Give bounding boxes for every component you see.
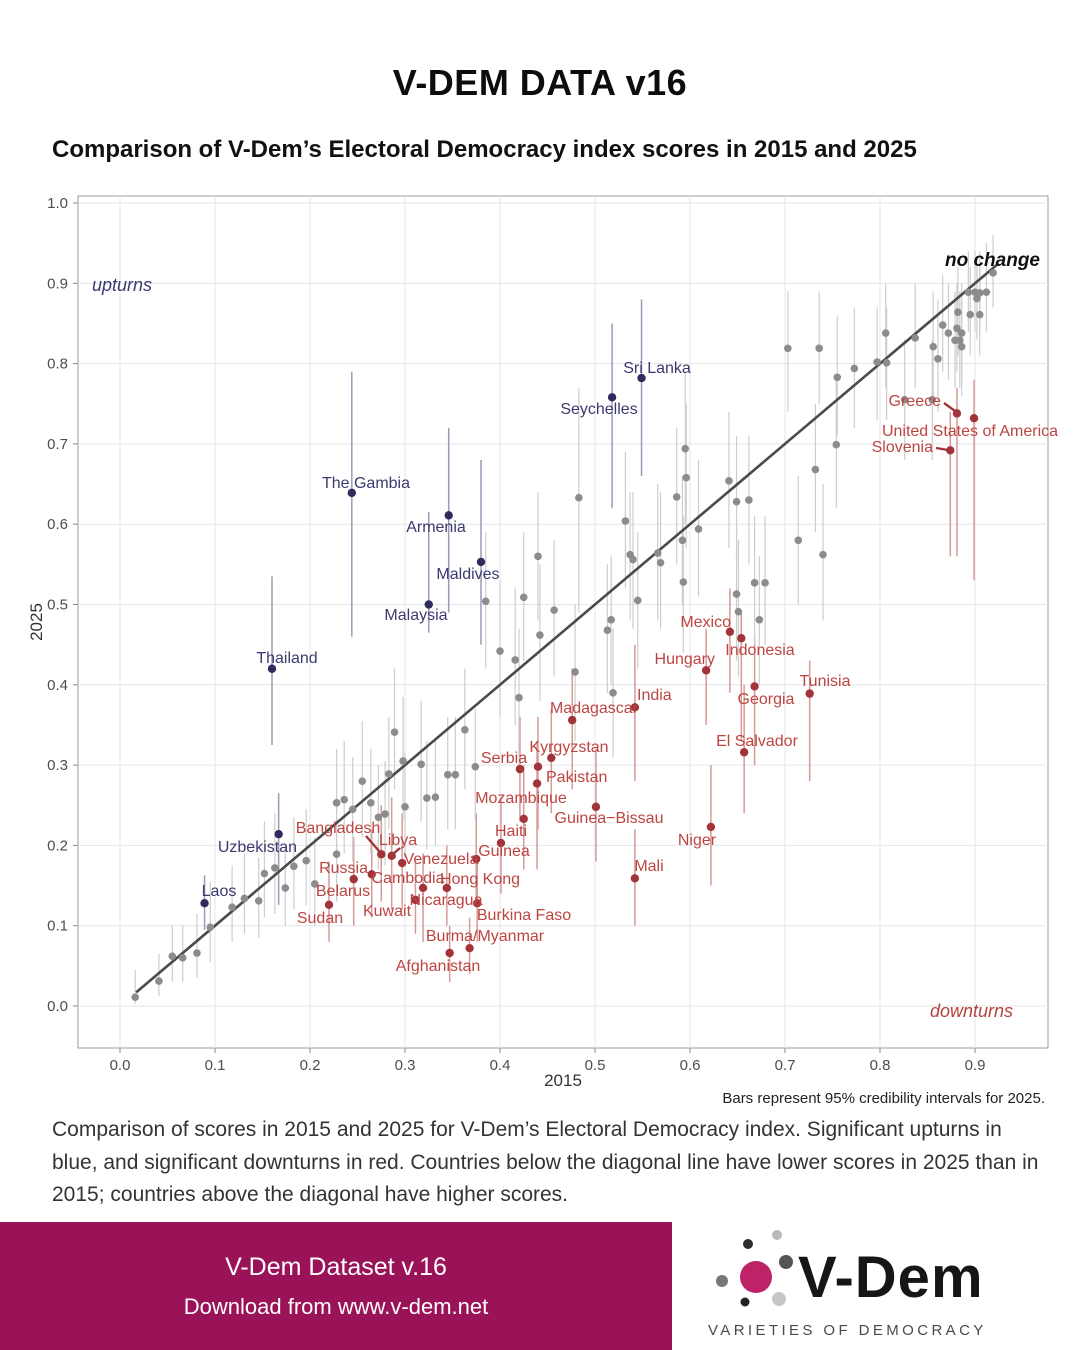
x-axis-title: 2015 xyxy=(544,1071,582,1090)
vdem-logo-dots-icon xyxy=(716,1230,793,1307)
data-point-unlabeled xyxy=(417,760,425,768)
data-point-unlabeled xyxy=(976,289,984,297)
data-point-unlabeled xyxy=(607,616,615,624)
no-change-annotation: no change xyxy=(944,250,1040,271)
vdem-logo xyxy=(690,1215,1070,1350)
data-point-unlabeled xyxy=(444,771,452,779)
identity-line xyxy=(136,265,997,993)
data-point-unlabeled xyxy=(976,311,984,319)
data-point-unlabeled xyxy=(575,494,583,502)
y-tick-label: 0.4 xyxy=(47,676,68,694)
data-point-unlabeled xyxy=(958,343,966,351)
y-tick-label: 0.3 xyxy=(47,757,68,775)
data-point-uzbekistan xyxy=(274,830,282,838)
data-point-unlabeled xyxy=(634,597,642,605)
data-point-unlabeled xyxy=(472,763,480,771)
y-axis-title: 2025 xyxy=(27,603,46,641)
logo-dot xyxy=(779,1255,793,1269)
data-point-unlabeled xyxy=(496,647,504,655)
data-point-unlabeled xyxy=(681,445,689,453)
data-point-mozambique xyxy=(533,779,541,787)
country-label: Malaysia xyxy=(384,607,448,624)
country-label: Greece xyxy=(888,393,941,410)
data-point-afghanistan xyxy=(445,949,453,957)
data-point-unlabeled xyxy=(534,553,542,561)
data-point-unlabeled xyxy=(939,321,947,329)
data-point-unlabeled xyxy=(179,954,187,962)
y-tick-label: 0.5 xyxy=(47,596,68,614)
data-point-unlabeled xyxy=(515,694,523,702)
country-label: Guinea−Bissau xyxy=(554,810,664,827)
country-label: Seychelles xyxy=(560,401,638,418)
data-point-unlabeled xyxy=(367,799,375,807)
vdem-logo-tagline: VARIETIES OF DEMOCRACY xyxy=(708,1322,987,1339)
country-label: Armenia xyxy=(406,519,466,536)
data-point-unlabeled xyxy=(966,311,974,319)
data-point-unlabeled xyxy=(819,551,827,559)
country-label: Madagascar xyxy=(549,700,639,717)
data-point-unlabeled xyxy=(536,631,544,639)
data-point-unlabeled xyxy=(381,810,389,818)
y-tick-label: 0.6 xyxy=(47,516,68,534)
data-point-unlabeled xyxy=(682,474,690,482)
country-label: Tunisia xyxy=(799,673,851,690)
y-tick-label: 0.2 xyxy=(47,837,68,855)
data-point-unlabeled xyxy=(934,355,942,363)
country-label: Georgia xyxy=(737,691,795,708)
data-point-unlabeled xyxy=(511,656,519,664)
data-point-unlabeled xyxy=(452,771,460,779)
country-label: Uzbekistan xyxy=(217,839,297,856)
data-point-unlabeled xyxy=(795,536,803,544)
country-label: Pakistan xyxy=(546,769,608,786)
chart-description: Comparison of scores in 2015 and 2025 for V-Dem’s Electoral Democracy index. Significant upturns in blue, and significant downturns in red. Countries below the diagonal line have lower scores in 2025 than in 2015; countries above the diagonal have higher scores. xyxy=(52,1118,1039,1207)
data-point-unlabeled xyxy=(241,895,249,903)
chart-title: Comparison of V-Dem’s Electoral Democracy index scores in 2015 and 2025 xyxy=(52,136,917,163)
data-point-tunisia xyxy=(806,689,814,697)
data-point-unlabeled xyxy=(873,358,881,366)
data-point-unlabeled xyxy=(131,993,139,1001)
data-point-unlabeled xyxy=(629,556,637,564)
y-tick-label: 0.9 xyxy=(47,275,68,293)
data-point-unlabeled xyxy=(733,498,741,506)
data-point-unlabeled xyxy=(333,850,341,858)
data-point-unlabeled xyxy=(657,559,665,567)
data-point-sudan xyxy=(325,901,333,909)
data-point-unlabeled xyxy=(911,334,919,342)
y-tick-label: 0.7 xyxy=(47,435,68,453)
data-point-laos xyxy=(200,899,208,907)
downturns-annotation: downturns xyxy=(929,1001,1013,1021)
data-point-niger xyxy=(707,823,715,831)
data-point-unlabeled xyxy=(333,799,341,807)
x-tick-label: 0.1 xyxy=(204,1057,226,1074)
data-point-unlabeled xyxy=(423,794,431,802)
country-label: Kuwait xyxy=(362,903,412,920)
data-point-unlabeled xyxy=(733,590,741,598)
country-label: Mozambique xyxy=(475,790,567,807)
country-label: Slovenia xyxy=(871,439,933,456)
country-label: Hungary xyxy=(654,651,715,668)
data-point-unlabeled xyxy=(815,345,823,353)
data-point-unlabeled xyxy=(282,884,290,892)
data-point-unlabeled xyxy=(340,796,348,804)
data-point-unlabeled xyxy=(391,728,399,736)
data-point-unlabeled xyxy=(882,329,890,337)
data-point-unlabeled xyxy=(193,949,201,957)
country-label: Laos xyxy=(201,883,237,900)
data-point-unlabeled xyxy=(168,952,176,960)
data-point-unlabeled xyxy=(695,525,703,533)
data-point-unlabeled xyxy=(432,793,440,801)
x-tick-label: 0.6 xyxy=(679,1057,701,1074)
country-label: Niger xyxy=(677,832,717,849)
country-label: Burkina Faso xyxy=(476,907,572,924)
data-point-unlabeled xyxy=(725,477,733,485)
y-tick-label: 0.8 xyxy=(47,355,68,373)
data-point-unlabeled xyxy=(851,365,859,373)
download-link[interactable]: Download from www.v-dem.net xyxy=(183,1293,489,1319)
logo-dot xyxy=(740,1261,772,1293)
country-label: Russia xyxy=(319,860,368,877)
country-label: El Salvador xyxy=(716,733,798,750)
country-label: Indonesia xyxy=(725,642,795,659)
data-point-pakistan xyxy=(534,763,542,771)
country-label: Nicaragua xyxy=(409,892,483,909)
country-label: Sri Lanka xyxy=(623,360,691,377)
data-point-haiti xyxy=(520,815,528,823)
y-tick-label: 1.0 xyxy=(47,195,68,212)
country-label: Venezuela xyxy=(403,851,479,868)
data-point-unlabeled xyxy=(520,593,528,601)
data-point-unlabeled xyxy=(302,857,310,865)
data-point-unlabeled xyxy=(679,536,687,544)
data-point-unlabeled xyxy=(261,870,269,878)
data-point-madagascar xyxy=(568,716,576,724)
x-tick-label: 0.0 xyxy=(109,1057,131,1074)
data-point-unlabeled xyxy=(833,441,841,449)
logo-dot xyxy=(741,1298,750,1307)
data-point-unlabeled xyxy=(735,608,743,616)
country-label: Serbia xyxy=(480,750,528,767)
data-point-unlabeled xyxy=(349,805,357,813)
data-point-unlabeled xyxy=(983,288,991,296)
country-label: Afghanistan xyxy=(395,958,481,975)
x-tick-label: 0.5 xyxy=(584,1057,606,1074)
country-label: Maldives xyxy=(436,566,500,583)
data-point-unlabeled xyxy=(883,359,891,367)
country-label: Burma/Myanmar xyxy=(425,928,545,945)
data-point-unlabeled xyxy=(954,308,962,316)
logo-dot xyxy=(772,1292,786,1306)
country-label: Kyrgyzstan xyxy=(529,739,609,756)
country-label: Mexico xyxy=(680,614,731,631)
data-point-unlabeled xyxy=(784,345,792,353)
logo-dot xyxy=(743,1239,753,1249)
data-point-unlabeled xyxy=(228,903,236,911)
data-point-unlabeled xyxy=(609,689,617,697)
country-label: Bangladesh xyxy=(295,820,381,837)
data-point-unlabeled xyxy=(958,329,966,337)
data-point-unlabeled xyxy=(622,517,630,525)
data-point-maldives xyxy=(477,558,485,566)
data-point-unlabeled xyxy=(255,897,263,905)
data-point-unlabeled xyxy=(833,373,841,381)
country-label: Guinea xyxy=(478,843,530,860)
data-point-burma-myanmar xyxy=(465,944,473,952)
data-point-unlabeled xyxy=(271,864,279,872)
data-point-unlabeled xyxy=(206,924,214,932)
data-point-unlabeled xyxy=(812,466,820,474)
data-point-unlabeled xyxy=(680,578,688,586)
vdem-logo-wordmark: V-Dem xyxy=(798,1245,984,1310)
data-point-unlabeled xyxy=(673,493,681,501)
logo-dot xyxy=(772,1230,782,1240)
data-point-unlabeled xyxy=(929,343,937,351)
chart-caption: Bars represent 95% credibility intervals for 2025. xyxy=(722,1090,1045,1107)
x-tick-label: 0.7 xyxy=(774,1057,796,1074)
country-label: The Gambia xyxy=(321,475,411,492)
x-tick-label: 0.3 xyxy=(394,1057,416,1074)
data-point-unlabeled xyxy=(399,757,407,765)
country-label: Cambodia xyxy=(371,870,445,887)
data-point-unlabeled xyxy=(461,726,469,734)
data-point-unlabeled xyxy=(956,337,964,345)
data-point-unlabeled xyxy=(756,616,764,624)
data-point-unlabeled xyxy=(745,496,753,504)
country-label: Belarus xyxy=(315,883,371,900)
data-point-unlabeled xyxy=(571,668,579,676)
page-title: V-DEM DATA v16 xyxy=(392,62,688,103)
x-tick-label: 0.4 xyxy=(489,1057,511,1074)
data-point-unlabeled xyxy=(385,770,393,778)
data-point-unlabeled xyxy=(358,777,366,785)
country-label: Thailand xyxy=(256,650,318,667)
data-point-mali xyxy=(631,874,639,882)
country-label: Libya xyxy=(378,832,418,849)
country-label: India xyxy=(637,687,672,704)
country-label: United States of America xyxy=(881,423,1059,440)
x-tick-label: 0.9 xyxy=(964,1057,986,1074)
label-leader-line xyxy=(936,448,948,450)
data-point-georgia xyxy=(750,682,758,690)
data-point-unlabeled xyxy=(654,549,662,557)
country-label: Haiti xyxy=(494,823,528,840)
logo-dot xyxy=(716,1275,728,1287)
data-point-unlabeled xyxy=(945,329,953,337)
x-tick-label: 0.8 xyxy=(869,1057,891,1074)
data-point-unlabeled xyxy=(751,579,759,587)
y-tick-label: 0.1 xyxy=(47,917,68,935)
data-point-unlabeled xyxy=(482,597,490,605)
country-label: Sudan xyxy=(296,910,344,927)
upturns-annotation: upturns xyxy=(92,275,153,295)
data-point-united-states-of-america xyxy=(970,414,978,422)
data-point-unlabeled xyxy=(550,606,558,614)
data-point-unlabeled xyxy=(290,862,298,870)
data-point-unlabeled xyxy=(155,977,163,985)
data-point-unlabeled xyxy=(761,579,769,587)
footer-banner xyxy=(0,1222,672,1350)
country-label: Hong Kong xyxy=(439,871,521,888)
dataset-version-label: V-Dem Dataset v.16 xyxy=(225,1252,447,1281)
y-tick-label: 0.0 xyxy=(47,998,68,1015)
data-point-unlabeled xyxy=(604,626,612,634)
data-point-unlabeled xyxy=(965,288,973,296)
x-tick-label: 0.2 xyxy=(299,1057,321,1074)
data-point-unlabeled xyxy=(401,803,409,811)
country-label: Mali xyxy=(634,858,664,875)
label-leader-line xyxy=(944,403,955,411)
